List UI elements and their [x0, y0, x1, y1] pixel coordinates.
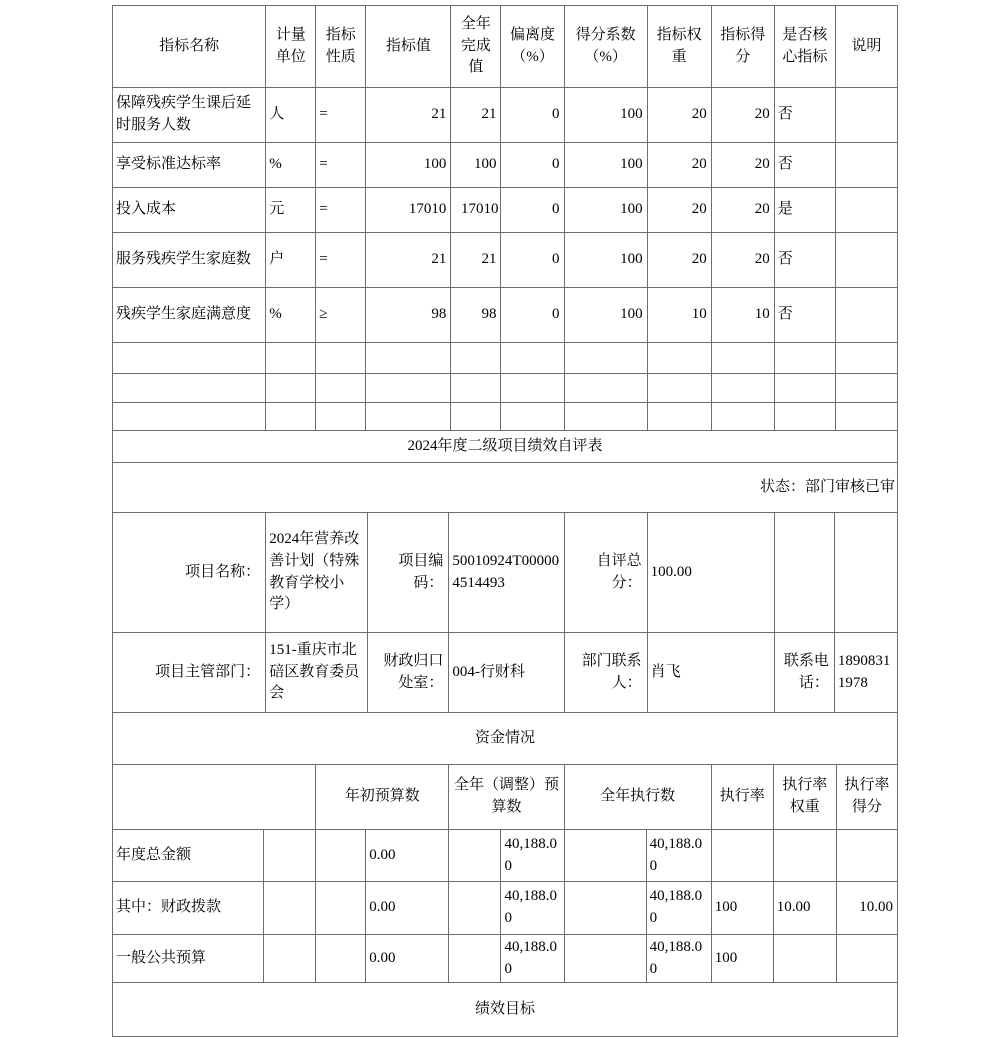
completed-value: 100 — [451, 143, 501, 188]
col-header: 指标名称 — [113, 6, 266, 88]
table-row — [113, 513, 898, 633]
deviation: 0 — [501, 288, 564, 343]
phone-label: 联系电话： — [774, 633, 834, 713]
score: 20 — [711, 233, 774, 288]
is-core: 否 — [774, 88, 835, 143]
table-row — [113, 882, 898, 935]
score: 20 — [711, 188, 774, 233]
remark — [835, 88, 897, 143]
unit: 户 — [266, 233, 316, 288]
rate-score — [836, 830, 897, 882]
indicator-table — [112, 5, 898, 431]
col-header: 执行率得分 — [836, 765, 897, 830]
unit: % — [266, 288, 316, 343]
document-body — [112, 6, 898, 1037]
table-row — [113, 143, 898, 188]
rate-weight — [773, 830, 836, 882]
report-title: 2024年度二级项目绩效自评表 — [113, 431, 898, 463]
office-label: 财政归口处室： — [368, 633, 449, 713]
empty-row — [113, 403, 898, 431]
score: 20 — [711, 143, 774, 188]
col-header: 全年执行数 — [564, 765, 711, 830]
dept-label: 项目主管部门： — [113, 633, 266, 713]
remark — [835, 233, 897, 288]
project-code-value: 50010924T000004514493 — [449, 513, 564, 633]
indicator-name: 享受标准达标率 — [113, 143, 266, 188]
unit: 人 — [266, 88, 316, 143]
office-value: 004-行财科 — [449, 633, 564, 713]
funding-title-table — [112, 712, 898, 765]
table-row — [113, 463, 898, 513]
executed-amount: 40,188.00 — [646, 882, 711, 935]
indicator-header-row — [113, 6, 898, 88]
table-row — [113, 88, 898, 143]
deviation: 0 — [501, 188, 564, 233]
adjusted-budget: 40,188.00 — [501, 882, 564, 935]
deviation: 0 — [501, 233, 564, 288]
indicator-name: 服务残疾学生家庭数 — [113, 233, 266, 288]
project-code-label: 项目编码： — [368, 513, 449, 633]
nature: = — [316, 143, 366, 188]
col-header: 指标性质 — [316, 6, 366, 88]
score-coefficient: 100 — [564, 143, 647, 188]
adjusted-budget: 40,188.00 — [501, 935, 564, 983]
target-value: 98 — [366, 288, 451, 343]
remark — [835, 288, 897, 343]
execution-rate: 100 — [711, 882, 773, 935]
target-value: 21 — [366, 233, 451, 288]
status-text: 状态：部门审核已审 — [113, 463, 898, 513]
executed-amount: 40,188.00 — [646, 830, 711, 882]
execution-rate: 100 — [711, 935, 773, 983]
deviation: 0 — [501, 143, 564, 188]
weight: 20 — [647, 143, 711, 188]
dept-value: 151-重庆市北碚区教育委员会 — [266, 633, 368, 713]
col-header: 计量单位 — [266, 6, 316, 88]
col-header: 全年完成值 — [451, 6, 501, 88]
indicator-name: 保障残疾学生课后延时服务人数 — [113, 88, 266, 143]
indicator-name: 投入成本 — [113, 188, 266, 233]
contact-label: 部门联系人： — [564, 633, 647, 713]
funding-table — [112, 764, 898, 983]
target-value: 17010 — [366, 188, 451, 233]
table-row — [113, 188, 898, 233]
nature: ≥ — [316, 288, 366, 343]
target-value: 100 — [366, 143, 451, 188]
remark — [835, 143, 897, 188]
deviation: 0 — [501, 88, 564, 143]
col-header: 指标值 — [366, 6, 451, 88]
self-score-label: 自评总分： — [564, 513, 647, 633]
status-table — [112, 462, 898, 513]
col-header: 指标得分 — [711, 6, 774, 88]
score-coefficient: 100 — [564, 88, 647, 143]
table-row — [113, 431, 898, 463]
table-row — [113, 288, 898, 343]
initial-budget: 0.00 — [366, 882, 449, 935]
contact-value: 肖飞 — [647, 633, 774, 713]
weight: 20 — [647, 88, 711, 143]
col-header: 偏离度（%） — [501, 6, 564, 88]
rate-weight: 10.00 — [773, 882, 836, 935]
rate-score — [836, 935, 897, 983]
col-header: 得分系数（%） — [564, 6, 647, 88]
col-header: 说明 — [835, 6, 897, 88]
funding-row-label: 年度总金额 — [113, 830, 264, 882]
project-info-table — [112, 512, 898, 713]
empty-row — [113, 343, 898, 374]
table-row — [113, 233, 898, 288]
col-header: 执行率权重 — [773, 765, 836, 830]
remark — [835, 188, 897, 233]
col-header: 执行率 — [711, 765, 773, 830]
target-value: 21 — [366, 88, 451, 143]
indicator-name: 残疾学生家庭满意度 — [113, 288, 266, 343]
score: 10 — [711, 288, 774, 343]
score-coefficient: 100 — [564, 188, 647, 233]
table-row — [113, 983, 898, 1037]
col-header: 年初预算数 — [316, 765, 449, 830]
table-row — [113, 633, 898, 713]
table-row — [113, 935, 898, 983]
is-core: 是 — [774, 188, 835, 233]
score-coefficient: 100 — [564, 288, 647, 343]
completed-value: 21 — [451, 88, 501, 143]
project-name-value: 2024年营养改善计划（特殊教育学校小学） — [266, 513, 368, 633]
unit: 元 — [266, 188, 316, 233]
completed-value: 98 — [451, 288, 501, 343]
phone-value: 18908311978 — [834, 633, 897, 713]
nature: = — [316, 233, 366, 288]
rate-weight — [773, 935, 836, 983]
report-title-table — [112, 430, 898, 463]
funding-row-label: 其中：财政拨款 — [113, 882, 264, 935]
empty-row — [113, 374, 898, 403]
weight: 10 — [647, 288, 711, 343]
table-row — [113, 830, 898, 882]
table-row — [113, 713, 898, 765]
initial-budget: 0.00 — [366, 830, 449, 882]
funding-section-title: 资金情况 — [113, 713, 898, 765]
is-core: 否 — [774, 288, 835, 343]
nature: = — [316, 88, 366, 143]
col-header: 全年（调整）预算数 — [449, 765, 564, 830]
funding-row-label: 一般公共预算 — [113, 935, 264, 983]
weight: 20 — [647, 188, 711, 233]
rate-score: 10.00 — [836, 882, 897, 935]
is-core: 否 — [774, 143, 835, 188]
is-core: 否 — [774, 233, 835, 288]
score-coefficient: 100 — [564, 233, 647, 288]
unit: % — [266, 143, 316, 188]
performance-section-title: 绩效目标 — [113, 983, 898, 1037]
col-header: 指标权重 — [647, 6, 711, 88]
completed-value: 17010 — [451, 188, 501, 233]
col-header: 是否核心指标 — [774, 6, 835, 88]
funding-header-row — [113, 765, 898, 830]
initial-budget: 0.00 — [366, 935, 449, 983]
performance-title-table — [112, 982, 898, 1037]
score: 20 — [711, 88, 774, 143]
completed-value: 21 — [451, 233, 501, 288]
executed-amount: 40,188.00 — [646, 935, 711, 983]
weight: 20 — [647, 233, 711, 288]
self-score-value: 100.00 — [647, 513, 774, 633]
nature: = — [316, 188, 366, 233]
execution-rate — [711, 830, 773, 882]
adjusted-budget: 40,188.00 — [501, 830, 564, 882]
project-name-label: 项目名称： — [113, 513, 266, 633]
